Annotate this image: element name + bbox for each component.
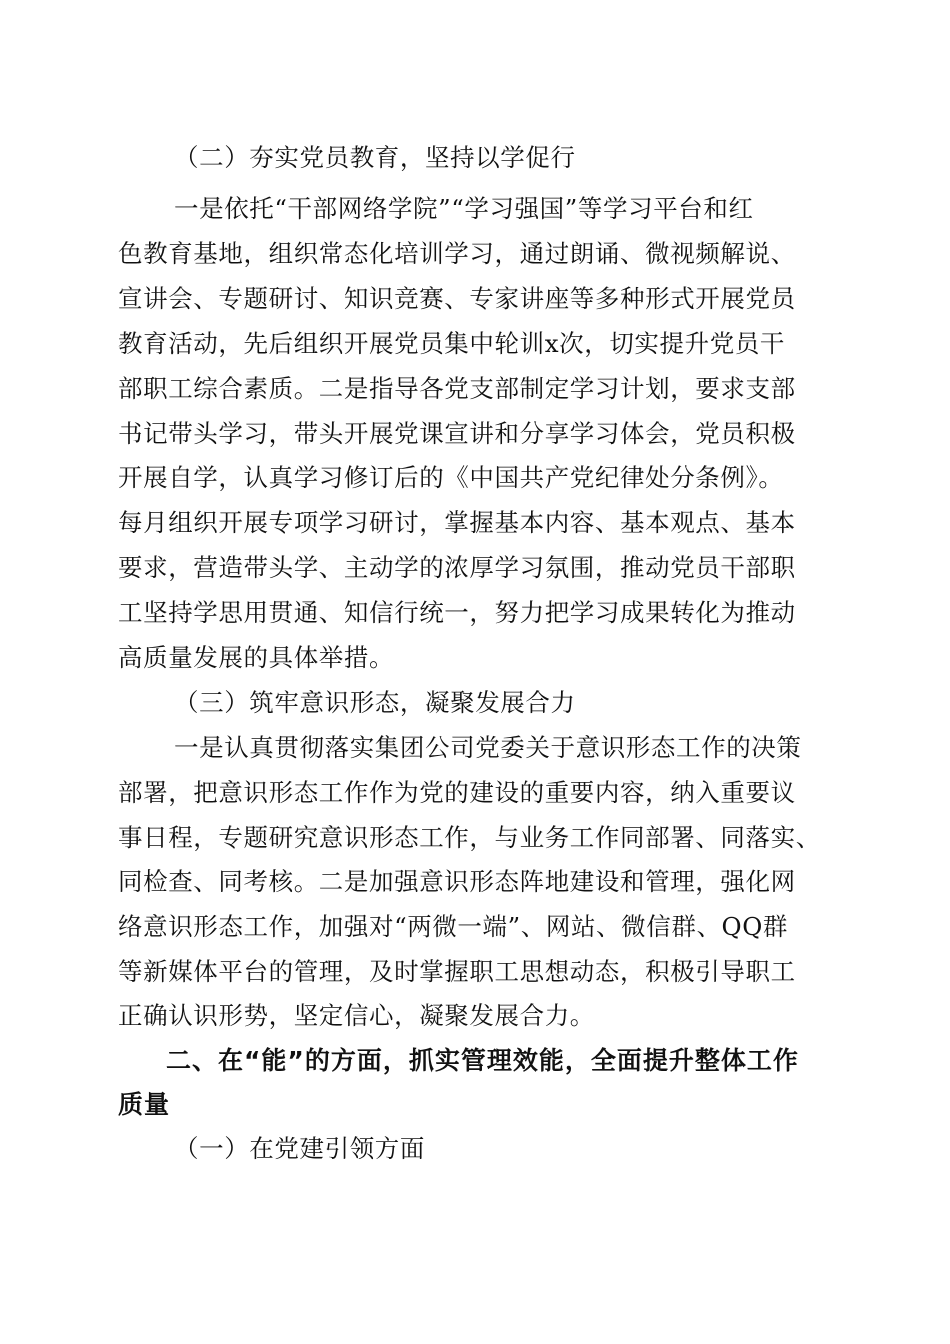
paragraph-line: 高质量发展的具体举措。 [118, 643, 395, 672]
paragraph-line: 色教育基地，组织常态化培训学习，通过朗诵、微视频解说、 [118, 239, 796, 268]
paragraph-line: 正确认识形势，坚定信心，凝聚发展合力。 [118, 1001, 595, 1030]
paragraph-line: 每月组织开展专项学习研讨，掌握基本内容、基本观点、基本 [118, 508, 796, 537]
section-heading: （二）夯实党员教育，坚持以学促行 [174, 143, 576, 172]
paragraph-line: 宣讲会、专题研讨、知识竞赛、专家讲座等多种形式开展党员 [118, 284, 796, 313]
paragraph-line: 书记带头学习，带头开展党课宣讲和分享学习体会，党员积极 [118, 419, 796, 448]
paragraph-line: 部职工综合素质。二是指导各党支部制定学习计划，要求支部 [118, 374, 796, 403]
paragraph-line: 一是认真贯彻落实集团公司党委关于意识形态工作的决策 [174, 733, 802, 762]
paragraph-line: 工坚持学思用贯通、知信行统一，努力把学习成果转化为推动 [118, 598, 796, 627]
paragraph-line: 络意识形态工作，加强对“两微一端”、网站、微信群、QQ群 [118, 912, 789, 941]
paragraph-line: 教育活动，先后组织开展党员集中轮训x次，切实提升党员干 [118, 329, 786, 358]
paragraph-line: 一是依托“干部网络学院”“学习强国”等学习平台和红 [174, 194, 754, 223]
paragraph-line: 要求，营造带头学、主动学的浓厚学习氛围，推动党员干部职 [118, 553, 796, 582]
major-heading-continuation: 质量 [118, 1090, 171, 1119]
paragraph-line: 同检查、同考核。二是加强意识形态阵地建设和管理，强化网 [118, 867, 796, 896]
paragraph-line: 等新媒体平台的管理，及时掌握职工思想动态，积极引导职工 [118, 957, 796, 986]
sub-heading: （一）在党建引领方面 [174, 1134, 425, 1163]
paragraph-line: 事日程，专题研究意识形态工作，与业务工作同部署、同落实、 [118, 823, 821, 852]
section-heading: （三）筑牢意识形态，凝聚发展合力 [174, 688, 576, 717]
paragraph-line: 部署，把意识形态工作作为党的建设的重要内容，纳入重要议 [118, 778, 796, 807]
major-heading: 二、在“能”的方面，抓实管理效能，全面提升整体工作 [166, 1046, 799, 1075]
paragraph-line: 开展自学，认真学习修订后的《中国共产党纪律处分条例》。 [118, 463, 784, 492]
